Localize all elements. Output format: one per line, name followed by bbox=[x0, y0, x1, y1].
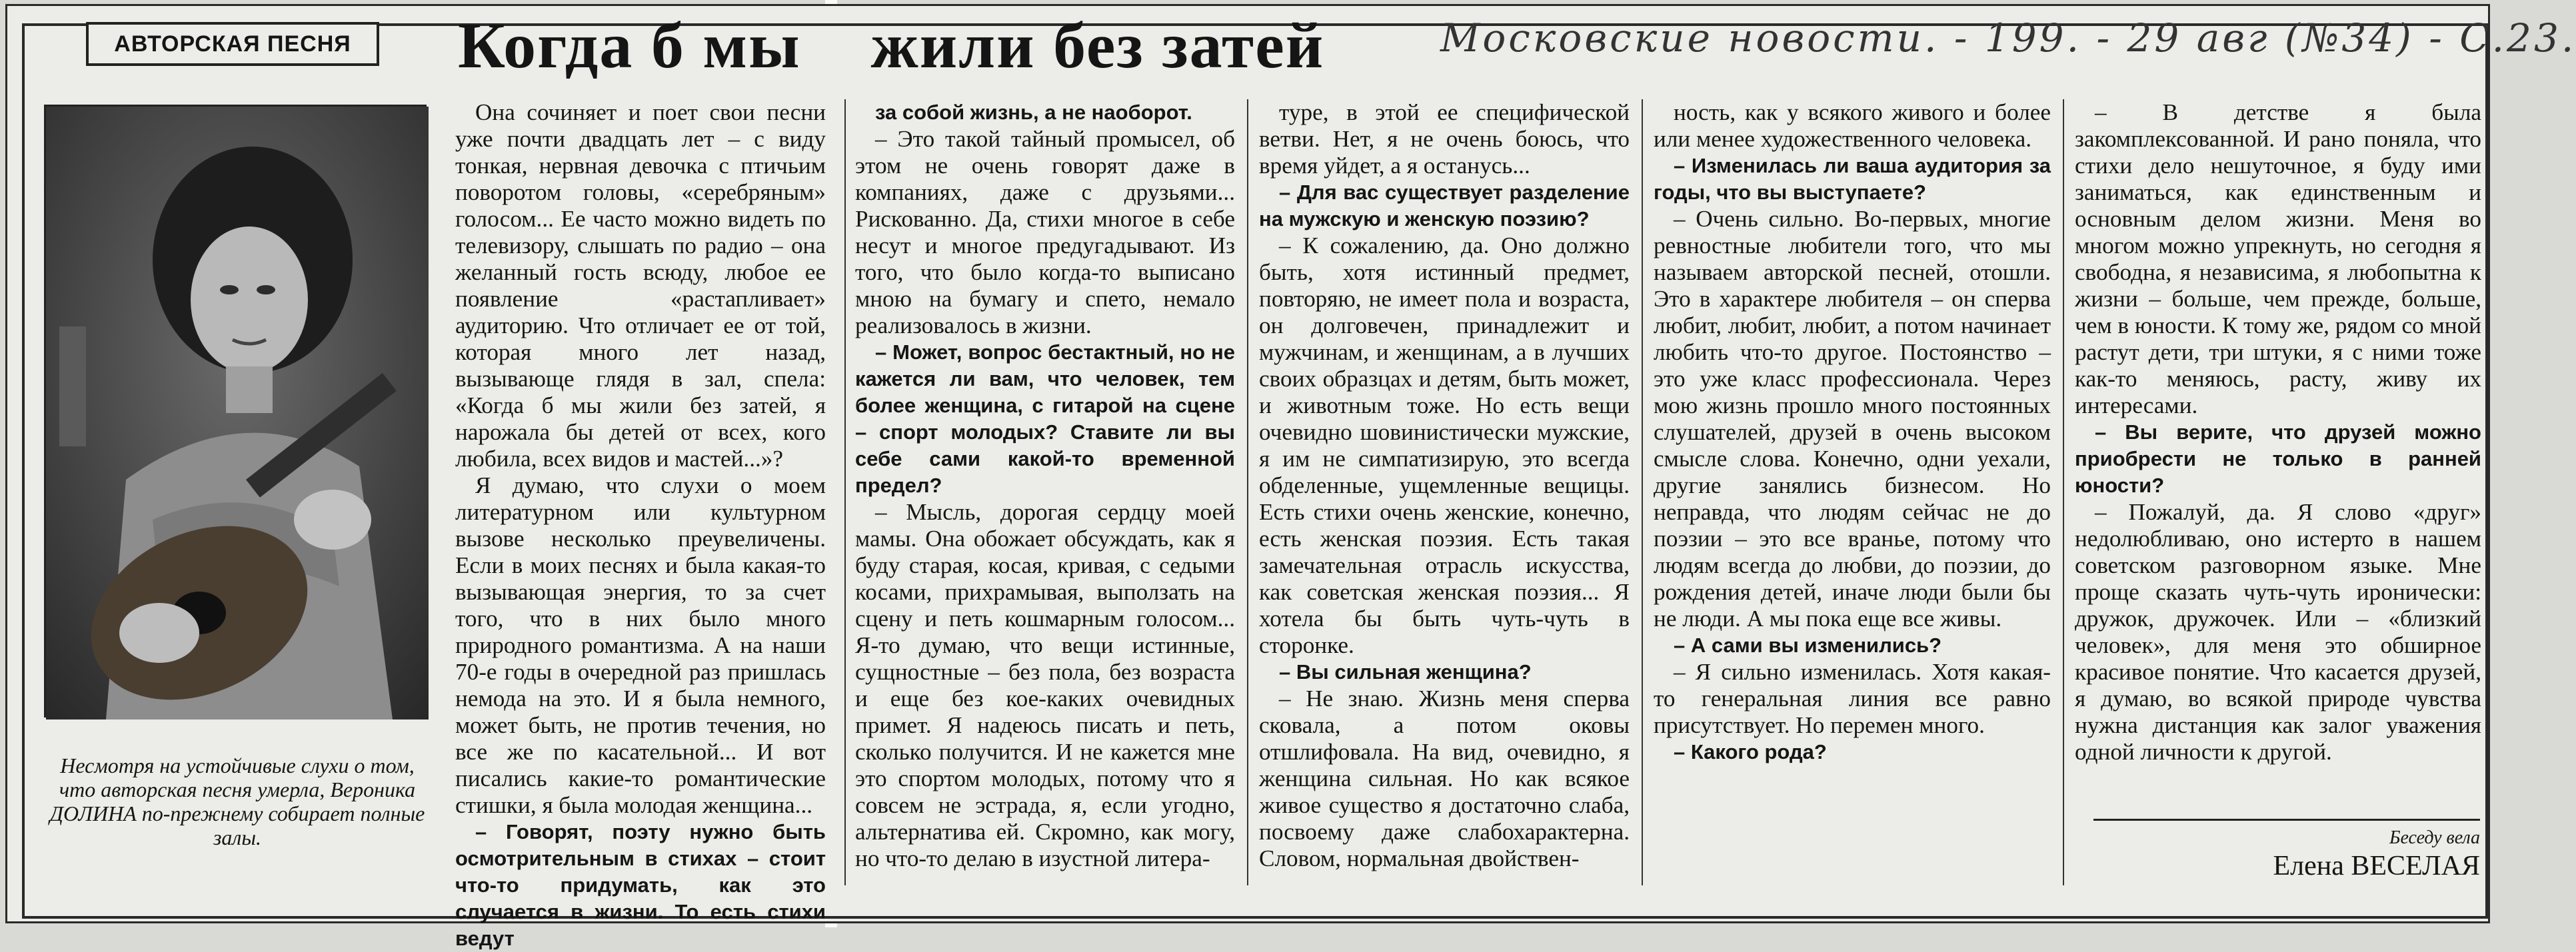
interview-question: – Вы сильная женщина? bbox=[1279, 660, 1532, 684]
column-rule bbox=[1247, 99, 1248, 885]
interview-question: – Говорят, поэту нужно быть осмотрительным в стихах – стоит что-то придумать, как это случается в жизни. То есть стихи ведут bbox=[455, 820, 826, 950]
text-column-2 bbox=[855, 99, 1235, 925]
text-column-5 bbox=[2075, 99, 2481, 812]
photo-illustration bbox=[46, 107, 429, 719]
interview-question: – Для вас существует разделение на мужскую и женскую поэзию? bbox=[1259, 181, 1630, 231]
handwritten-source-note: Московские новости. - 199. - 29 авг (№34) - С.23. bbox=[1440, 15, 2576, 61]
article-headline bbox=[458, 9, 1364, 89]
interview-question: – Какого рода? bbox=[1674, 740, 1827, 763]
column-rule bbox=[2063, 99, 2064, 885]
headline-left: Когда б мы bbox=[458, 10, 801, 82]
column-rule bbox=[844, 99, 846, 885]
article-paragraph: – В детстве я была закомплексованной. И рано поняла, что стихи дело нешуточное, я буду ими заниматься, как единственным и основным делом жизни. Меня во многом можно упрекнуть, но сегодня я свободна, я независима, я любопытна к жизни – больше, чем прежде, больше, чем в юности. К тому же, рядом со мной растут дети, три штуки, я с ними тоже как-то меняюсь, расту, живу их интересами. bbox=[2075, 99, 2481, 418]
interview-question: – Может, вопрос бестактный, но не кажется ли вам, что человек, тем более женщина, с гитарой на сцене – спорт молодых? Ставите ли вы себе сами какой-то временной предел? bbox=[855, 340, 1235, 497]
byline bbox=[2100, 827, 2480, 900]
byline-label: Беседу вела bbox=[2389, 827, 2480, 848]
text-column-3 bbox=[1259, 99, 1630, 925]
page-number-note bbox=[2419, 60, 2473, 100]
signature-divider bbox=[2093, 819, 2480, 821]
byline-author: Елена ВЕСЕЛАЯ bbox=[2273, 851, 2480, 881]
interview-question: – А сами вы изменились? bbox=[1674, 634, 1942, 657]
article-paragraph: – К сожалению, да. Оно должно быть, хотя истинный предмет, повторяю, не имеет пола и возраста, он долговечен, принадлежит и мужчинам, и женщинам, а в лучших своих образцах и детям, быть может, и животным тоже. Но есть вещи очевидно шовинистически мужские, я им не симпатизирую, это всегда обделенные, ущемленные вещицы. Есть стихи очень женские, конечно, есть женская поэзия. Есть такая замечательная отрасль искусства, как советская женская поэзия... Я хотела бы быть чуть-чуть в сторонке. bbox=[1259, 233, 1630, 658]
column-rule bbox=[1642, 99, 1643, 885]
text-column-4 bbox=[1654, 99, 2051, 925]
article-paragraph: туре, в этой ее специфической ветви. Нет, я не очень боюсь, что время уйдет, а я останусь... bbox=[1259, 99, 1630, 179]
article-paragraph: – Мысль, дорогая сердцу моей мамы. Она обожает обсуждать, как я буду старая, косая, кривая, с седыми косами, прихрамывая, выползать на сцену и петь кошмарным голосом... Я-то думаю, что вещи истинные, сущностные – без пола, без возраста и еще без кое-каких очевидных примет. Я надеюсь писать и петь, сколько получится. И не кажется мне это спортом молодых, потому что я совсем не эстрада, я, если угодно, альтернатива ей. Скромно, как могу, но что-то делаю в изустной литера- bbox=[855, 499, 1235, 871]
section-rubric: АВТОРСКАЯ ПЕСНЯ bbox=[86, 22, 379, 66]
article-paragraph: Она сочиняет и поет свои песни уже почти двадцать лет – с виду тонкая, нервная девочка с птичьим поворотом головы, «серебряным» голосом... Ее часто можно видеть по телевизору, слышать по радио – она желанный гость всюду, любое ее появление «растапливает» аудиторию. Что отличает ее от той, которая много лет назад, вызывающе глядя в зал, спела: «Когда б мы жили без затей, я нарожала бы детей от всех, кого любила, всех видов и мастей...»? bbox=[455, 99, 826, 472]
article-paragraph: Я думаю, что слухи о моем литературном или культурном вызове несколько преувеличены. Если в моих песнях и была какая-то вызывающая энергия, то за счет того, что в них было много природного романтизма. А на наши 70-е годы в очередной раз пришлась немода на это. И я была немного, может быть, не против течения, но все же по касательной... И вот писались какие-то романтические стишки, я была молодая женщина... bbox=[455, 472, 826, 818]
interview-question: – Изменилась ли ваша аудитория за годы, что вы выступаете? bbox=[1654, 154, 2051, 204]
article-paragraph: ность, как у всякого живого и более или менее художественного человека. bbox=[1654, 99, 2051, 152]
photo-caption: Несмотря на устойчивые слухи о том, что авторская песня умерла, Вероника ДОЛИНА по-прежнему собирает полные залы. bbox=[49, 753, 425, 849]
interview-question: за собой жизнь, а не наоборот. bbox=[875, 101, 1192, 124]
newspaper-clipping bbox=[5, 4, 2576, 950]
article-paragraph: – Пожалуй, да. Я слово «друг» недолюбливаю, оно истерто в нашем советском разговорном языке. Мне проще сказать чуть-чуть иронически: дружок, дружочек. Или – «близкий человек», для меня это обширное красивое понятие. Что касается друзей, я думаю, во всякой природе чувства нужна дистанция как залог уважения одной личности к другой. bbox=[2075, 499, 2481, 765]
headline-right: жили без затей bbox=[870, 10, 1325, 82]
article-paragraph: – Очень сильно. Во-первых, многие ревностные любители того, что мы называем авторской песней, отошли. Это в характере любителя – он сперва любит, любит, любит, а потом начинает любить что-то другое. Постоянство – это уже класс профессионала. Через мою жизнь прошло много постоянных слушателей, друзей в очень высоком смысле слова. Конечно, одни уехали, другие занялись бизнесом. Но неправда, что людям сейчас не до поэзии – это все вранье, потому что людям всегда до любви, до поэзии, до рождения детей, иначе люди были бы не люди. А мы пока еще все живы. bbox=[1654, 206, 2051, 632]
interview-question: – Вы верите, что друзей можно приобрести не только в ранней юности? bbox=[2075, 420, 2481, 497]
text-column-1 bbox=[455, 99, 826, 950]
singer-photo bbox=[44, 105, 427, 717]
article-paragraph: – Это такой тайный промысел, об этом не очень говорят даже в компаниях, даже с друзьями... Рискованно. Да, стихи многое в себе несут и многое предугадывают. Из того, что было когда-то выписано мною на бумагу и спето, немало реализовалось в жизни. bbox=[855, 126, 1235, 338]
article-paragraph: – Не знаю. Жизнь меня сперва сковала, а потом оковы отшлифовала. На вид, очевидно, я женщина сильная. Но как всякое живое существо я достаточно слаба, посвоему даже слабохарактерна. Словом, нормальная двойствен- bbox=[1259, 686, 1630, 871]
article-paragraph: – Я сильно изменилась. Хотя какая-то генеральная линия все равно присутствует. Но перемен много. bbox=[1654, 659, 2051, 738]
